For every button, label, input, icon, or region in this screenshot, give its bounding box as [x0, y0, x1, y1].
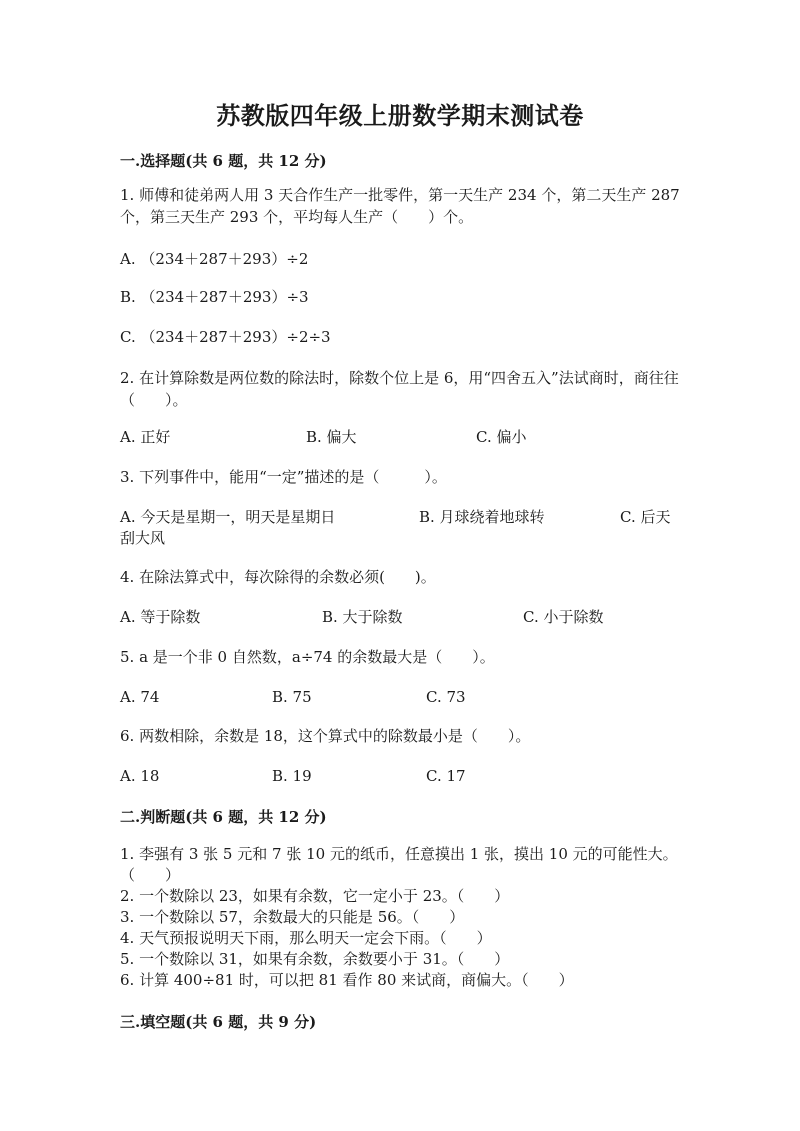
option-6c: C. 17: [426, 767, 466, 785]
question-1: 1. 师傅和徒弟两人用 3 天合作生产一批零件，第一天生产 234 个，第二天生产 287 个，第三天生产 293 个，平均每人生产（ ）个。: [120, 186, 680, 226]
option-5a: A. 74: [120, 688, 160, 706]
question-4: 4. 在除法算式中，每次除得的余数必须( )。: [120, 568, 436, 586]
truefalse-item-2: 2. 一个数除以 23，如果有余数，它一定小于 23。（ ）: [120, 887, 510, 905]
option-4b: B. 大于除数: [322, 608, 403, 626]
option-5c: C. 73: [426, 688, 466, 706]
truefalse-item-5: 5. 一个数除以 31，如果有余数，余数要小于 31。（ ）: [120, 950, 510, 968]
truefalse-item-1: 1. 李强有 3 张 5 元和 7 张 10 元的纸币，任意摸出 1 张，摸出 10 元的可能性大。（ ）: [120, 845, 678, 884]
option-3c-continued: 刮大风: [120, 529, 166, 547]
option-3c: C. 后天: [620, 508, 671, 526]
option-6a: A. 18: [120, 767, 160, 785]
question-2: 2. 在计算除数是两位数的除法时，除数个位上是 6，用“四舍五入”法试商时，商往往（ ）。: [120, 369, 679, 409]
option-2a: A. 正好: [120, 428, 171, 446]
truefalse-item-3: 3. 一个数除以 57，余数最大的只能是 56。（ ）: [120, 908, 465, 926]
options-row-3: [120, 506, 680, 550]
truefalse-item-6: 6. 计算 400÷81 时，可以把 81 看作 80 来试商，商偏大。（ ）: [120, 971, 574, 989]
question-6: 6. 两数相除，余数是 18，这个算式中的除数最小是（ ）。: [120, 727, 531, 745]
page-title: 苏教版四年级上册数学期末测试卷: [216, 101, 584, 130]
option-1a: A. （234＋287＋293）÷2: [120, 250, 309, 268]
options-row-2: [120, 426, 680, 448]
option-5b: B. 75: [272, 688, 312, 706]
options-row-4: [120, 606, 680, 628]
option-2c: C. 偏小: [476, 428, 527, 446]
option-2b: B. 偏大: [306, 428, 357, 446]
truefalse-item-4: 4. 天气预报说明天下雨，那么明天一定会下雨。（ ）: [120, 929, 492, 947]
section-heading-fill: 三.填空题(共 6 题，共 9 分): [120, 1013, 317, 1031]
option-4a: A. 等于除数: [120, 608, 201, 626]
question-5: 5. a 是一个非 0 自然数，a÷74 的余数最大是（ ）。: [120, 648, 495, 666]
option-3a: A. 今天是星期一，明天是星期日: [120, 508, 336, 526]
option-6b: B. 19: [272, 767, 312, 785]
options-row-6: [120, 765, 680, 787]
option-3b: B. 月球绕着地球转: [419, 508, 545, 526]
question-3: 3. 下列事件中，能用“一定”描述的是（ ）。: [120, 468, 447, 486]
option-1b: B. （234＋287＋293）÷3: [120, 288, 309, 306]
options-row-5: [120, 686, 680, 708]
option-1c: C. （234＋287＋293）÷2÷3: [120, 328, 331, 346]
section-heading-truefalse: 二.判断题(共 6 题，共 12 分): [120, 808, 327, 826]
option-4c: C. 小于除数: [523, 608, 604, 626]
section-heading-choice: 一.选择题(共 6 题，共 12 分): [120, 152, 327, 170]
